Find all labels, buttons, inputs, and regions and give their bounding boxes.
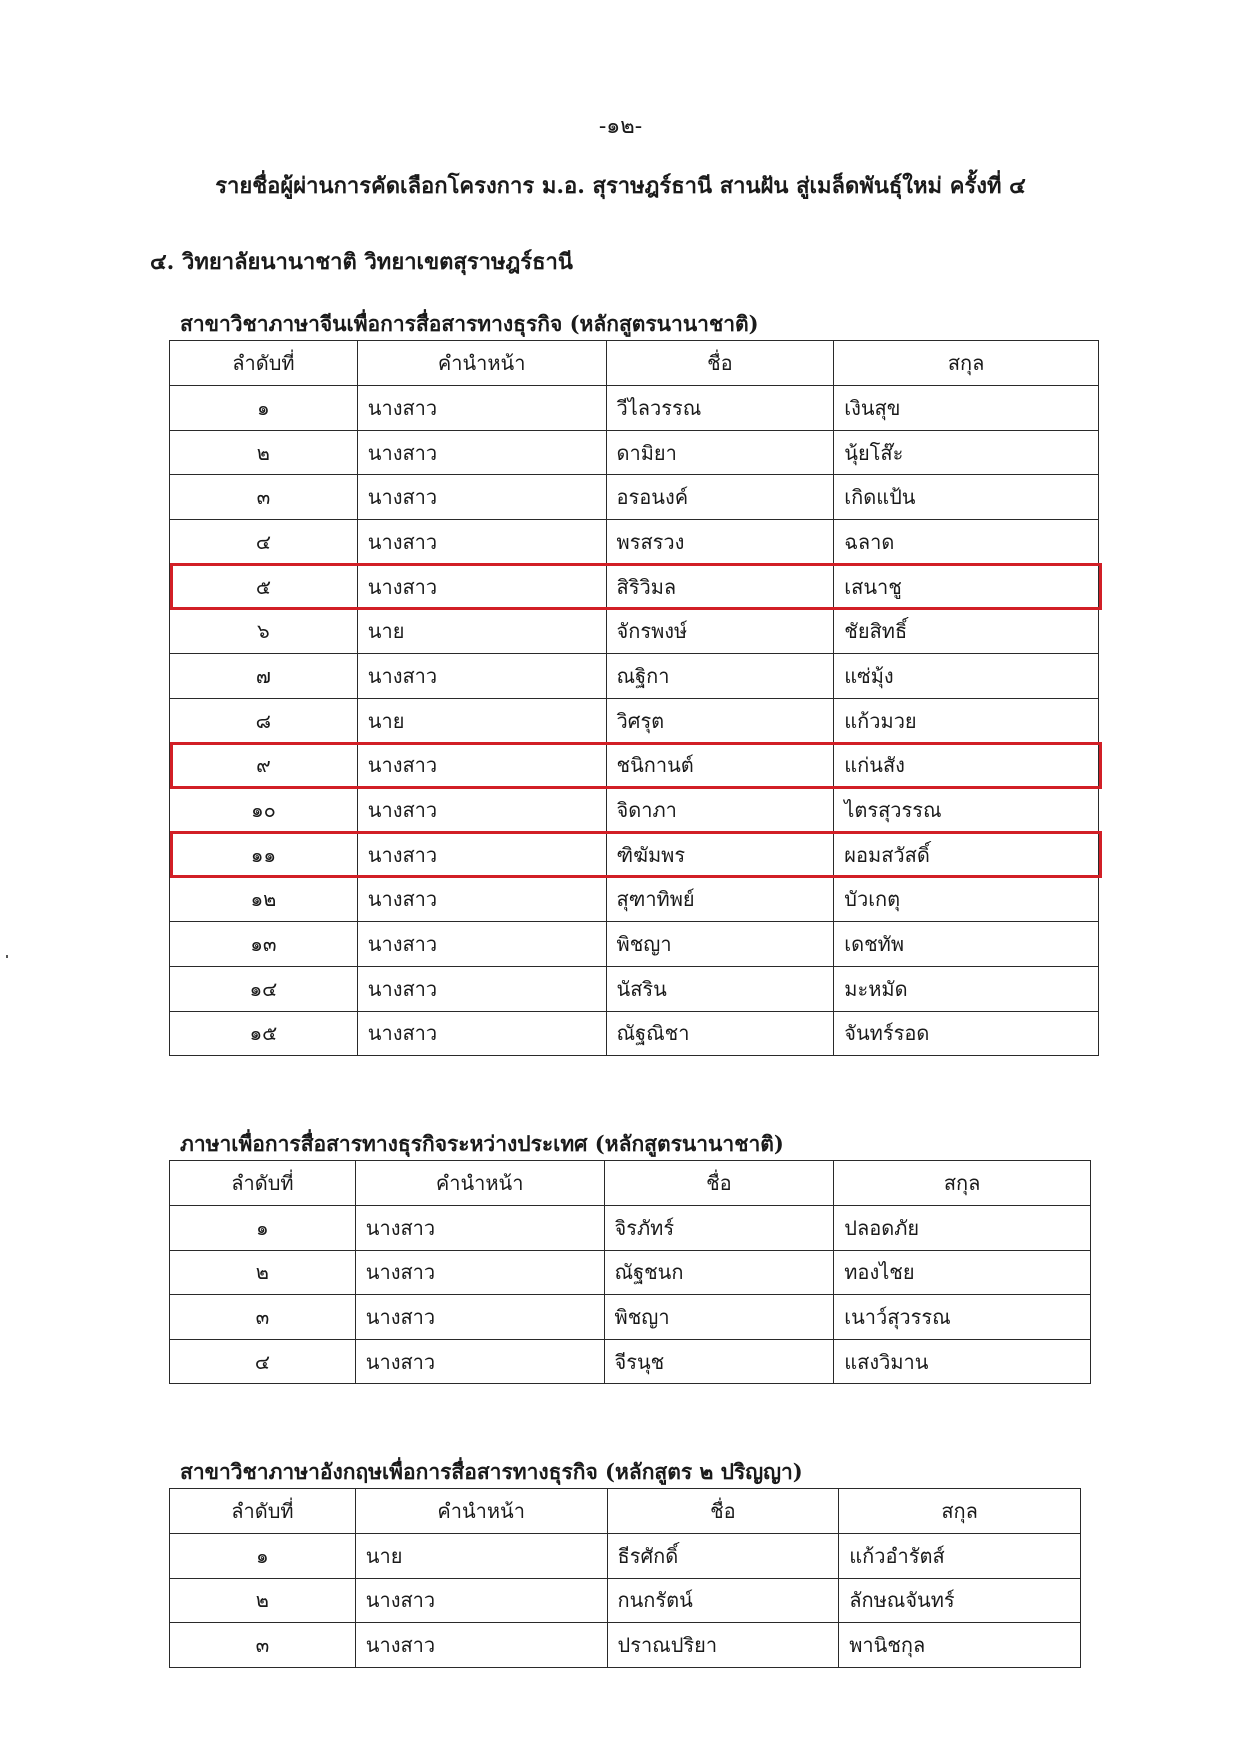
cell-title: นางสาว (357, 564, 606, 609)
cell-last-name: นุ้ยโส๊ะ (834, 430, 1099, 475)
cell-first-name: จิรภัทร์ (604, 1206, 834, 1251)
table-row (170, 1623, 1081, 1668)
cell-first-name: นัสริน (606, 966, 834, 1011)
cell-title: นางสาว (357, 788, 606, 833)
table-row (170, 1206, 1091, 1251)
column-header-first-name: ชื่อ (604, 1161, 834, 1206)
page-number: -๑๒- (598, 114, 643, 139)
column-header-first-name: ชื่อ (607, 1489, 839, 1534)
table-row (170, 1295, 1091, 1340)
table-body (170, 1206, 1091, 1384)
cell-first-name: พรสรวง (606, 520, 834, 565)
cell-last-name: พานิชกุล (839, 1623, 1081, 1668)
cell-first-name: จักรพงษ์ (606, 609, 834, 654)
table-header-row (170, 1161, 1091, 1206)
chinese-program-table (169, 340, 1099, 1056)
cell-first-name: พิชญา (606, 922, 834, 967)
cell-last-name: เกิดแป้น (834, 475, 1099, 520)
cell-order: ๖ (170, 609, 358, 654)
table-row (170, 654, 1099, 699)
cell-title: นางสาว (355, 1250, 604, 1295)
cell-order: ๑๑ (170, 832, 358, 877)
table-row (170, 922, 1099, 967)
cell-first-name: วีไลวรรณ (606, 386, 834, 431)
table-row (170, 788, 1099, 833)
cell-last-name: มะหมัด (834, 966, 1099, 1011)
cell-first-name: วิศรุต (606, 698, 834, 743)
cell-title: นาย (357, 609, 606, 654)
cell-last-name: เสนาชู (834, 564, 1099, 609)
cell-order: ๒ (170, 430, 358, 475)
cell-last-name: จันทร์รอด (834, 1011, 1099, 1056)
cell-first-name: จิดาภา (606, 788, 834, 833)
cell-last-name: ปลอดภัย (834, 1206, 1091, 1251)
cell-order: ๓ (170, 1623, 356, 1668)
document-title: รายชื่อผู้ผ่านการคัดเลือกโครงการ ม.อ. สุราษฎร์ธานี สานฝัน สู่เมล็ดพันธุ์ใหม่ ครั้งที่ ๔ (215, 173, 1026, 199)
cell-order: ๑๐ (170, 788, 358, 833)
cell-order: ๔ (170, 1339, 356, 1384)
cell-last-name: แซ่มุ้ง (834, 654, 1099, 699)
cell-title: นางสาว (357, 386, 606, 431)
cell-first-name: สุฑาทิพย์ (606, 877, 834, 922)
section-heading: ๔. วิทยาลัยนานาชาติ วิทยาเขตสุราษฎร์ธานี (150, 249, 573, 275)
cell-order: ๑ (170, 386, 358, 431)
cell-last-name: ผอมสวัสดิ์ (834, 832, 1099, 877)
table-header-row (170, 1489, 1081, 1534)
column-header-first-name: ชื่อ (606, 341, 834, 386)
cell-title: นางสาว (357, 430, 606, 475)
column-header-title: คำนำหน้า (355, 1161, 604, 1206)
cell-first-name: ณัฐณิชา (606, 1011, 834, 1056)
cell-first-name: ปราณปริยา (607, 1623, 839, 1668)
cell-last-name: แก้วมวย (834, 698, 1099, 743)
cell-title: นางสาว (357, 1011, 606, 1056)
table2-heading: ภาษาเพื่อการสื่อสารทางธุรกิจระหว่างประเทศ (หลักสูตรนานาชาติ) (180, 1131, 784, 1156)
cell-last-name: แก้วอำรัตส์ (839, 1534, 1081, 1579)
cell-order: ๒ (170, 1250, 356, 1295)
cell-order: ๙ (170, 743, 358, 788)
cell-first-name: ฑิฆัมพร (606, 832, 834, 877)
cell-title: นางสาว (357, 475, 606, 520)
table-row (170, 1534, 1081, 1579)
cell-title: นางสาว (355, 1578, 607, 1623)
table3-heading: สาขาวิชาภาษาอังกฤษเพื่อการสื่อสารทางธุรกิจ (หลักสูตร ๒ ปริญญา) (180, 1459, 803, 1484)
scan-mark (6, 955, 8, 958)
column-header-title: คำนำหน้า (357, 341, 606, 386)
cell-title: นางสาว (357, 832, 606, 877)
cell-first-name: จีรนุช (604, 1339, 834, 1384)
cell-first-name: พิชญา (604, 1295, 834, 1340)
cell-last-name: เดชทัพ (834, 922, 1099, 967)
cell-title: นางสาว (357, 877, 606, 922)
table-header-row (170, 341, 1099, 386)
cell-order: ๑๕ (170, 1011, 358, 1056)
cell-first-name: ณัฐชนก (604, 1250, 834, 1295)
cell-order: ๑๒ (170, 877, 358, 922)
cell-first-name: ดามิยา (606, 430, 834, 475)
cell-title: นางสาว (357, 966, 606, 1011)
cell-last-name: ไตรสุวรรณ (834, 788, 1099, 833)
cell-last-name: ฉลาด (834, 520, 1099, 565)
table1-heading: สาขาวิชาภาษาจีนเพื่อการสื่อสารทางธุรกิจ (หลักสูตรนานาชาติ) (180, 311, 759, 336)
table-row (170, 1250, 1091, 1295)
cell-title: นางสาว (357, 922, 606, 967)
table-body (170, 386, 1099, 1056)
column-header-order: ลำดับที่ (170, 1489, 356, 1534)
cell-order: ๑ (170, 1534, 356, 1579)
cell-last-name: ลักษณจันทร์ (839, 1578, 1081, 1623)
table-row (170, 877, 1099, 922)
table-row (170, 520, 1099, 565)
column-header-last-name: สกุล (839, 1489, 1081, 1534)
column-header-last-name: สกุล (834, 1161, 1091, 1206)
cell-first-name: ชนิกานต์ (606, 743, 834, 788)
table-row (170, 609, 1099, 654)
table-row (170, 430, 1099, 475)
table-row (170, 475, 1099, 520)
cell-order: ๒ (170, 1578, 356, 1623)
cell-order: ๗ (170, 654, 358, 699)
cell-title: นางสาว (357, 654, 606, 699)
column-header-title: คำนำหน้า (355, 1489, 607, 1534)
cell-title: นาย (355, 1534, 607, 1579)
cell-order: ๓ (170, 475, 358, 520)
cell-last-name: ทองไชย (834, 1250, 1091, 1295)
cell-order: ๘ (170, 698, 358, 743)
cell-first-name: อรอนงค์ (606, 475, 834, 520)
cell-order: ๑ (170, 1206, 356, 1251)
cell-title: นางสาว (355, 1623, 607, 1668)
cell-first-name: ธีรศักดิ์ (607, 1534, 839, 1579)
cell-last-name: ชัยสิทธิ์ (834, 609, 1099, 654)
table-row (170, 386, 1099, 431)
table-row (170, 1011, 1099, 1056)
cell-first-name: สิริวิมล (606, 564, 834, 609)
table-row (170, 966, 1099, 1011)
table-body (170, 1534, 1081, 1668)
cell-last-name: บัวเกตุ (834, 877, 1099, 922)
cell-first-name: ณฐิกา (606, 654, 834, 699)
table-row (170, 832, 1099, 877)
cell-last-name: แสงวิมาน (834, 1339, 1091, 1384)
table-row (170, 698, 1099, 743)
cell-order: ๕ (170, 564, 358, 609)
cell-title: นางสาว (355, 1206, 604, 1251)
table-row (170, 1578, 1081, 1623)
cell-first-name: กนกรัตน์ (607, 1578, 839, 1623)
column-header-last-name: สกุล (834, 341, 1099, 386)
cell-title: นางสาว (357, 743, 606, 788)
cell-title: นาย (357, 698, 606, 743)
english-dual-degree-table (169, 1488, 1081, 1668)
table-row (170, 743, 1099, 788)
column-header-order: ลำดับที่ (170, 341, 358, 386)
cell-order: ๔ (170, 520, 358, 565)
international-business-table (169, 1160, 1091, 1384)
cell-last-name: แก่นสัง (834, 743, 1099, 788)
column-header-order: ลำดับที่ (170, 1161, 356, 1206)
cell-last-name: เนาว์สุวรรณ (834, 1295, 1091, 1340)
table-row (170, 564, 1099, 609)
cell-last-name: เงินสุข (834, 386, 1099, 431)
table-row (170, 1339, 1091, 1384)
cell-title: นางสาว (357, 520, 606, 565)
cell-title: นางสาว (355, 1339, 604, 1384)
cell-order: ๑๔ (170, 966, 358, 1011)
cell-order: ๑๓ (170, 922, 358, 967)
cell-order: ๓ (170, 1295, 356, 1340)
cell-title: นางสาว (355, 1295, 604, 1340)
